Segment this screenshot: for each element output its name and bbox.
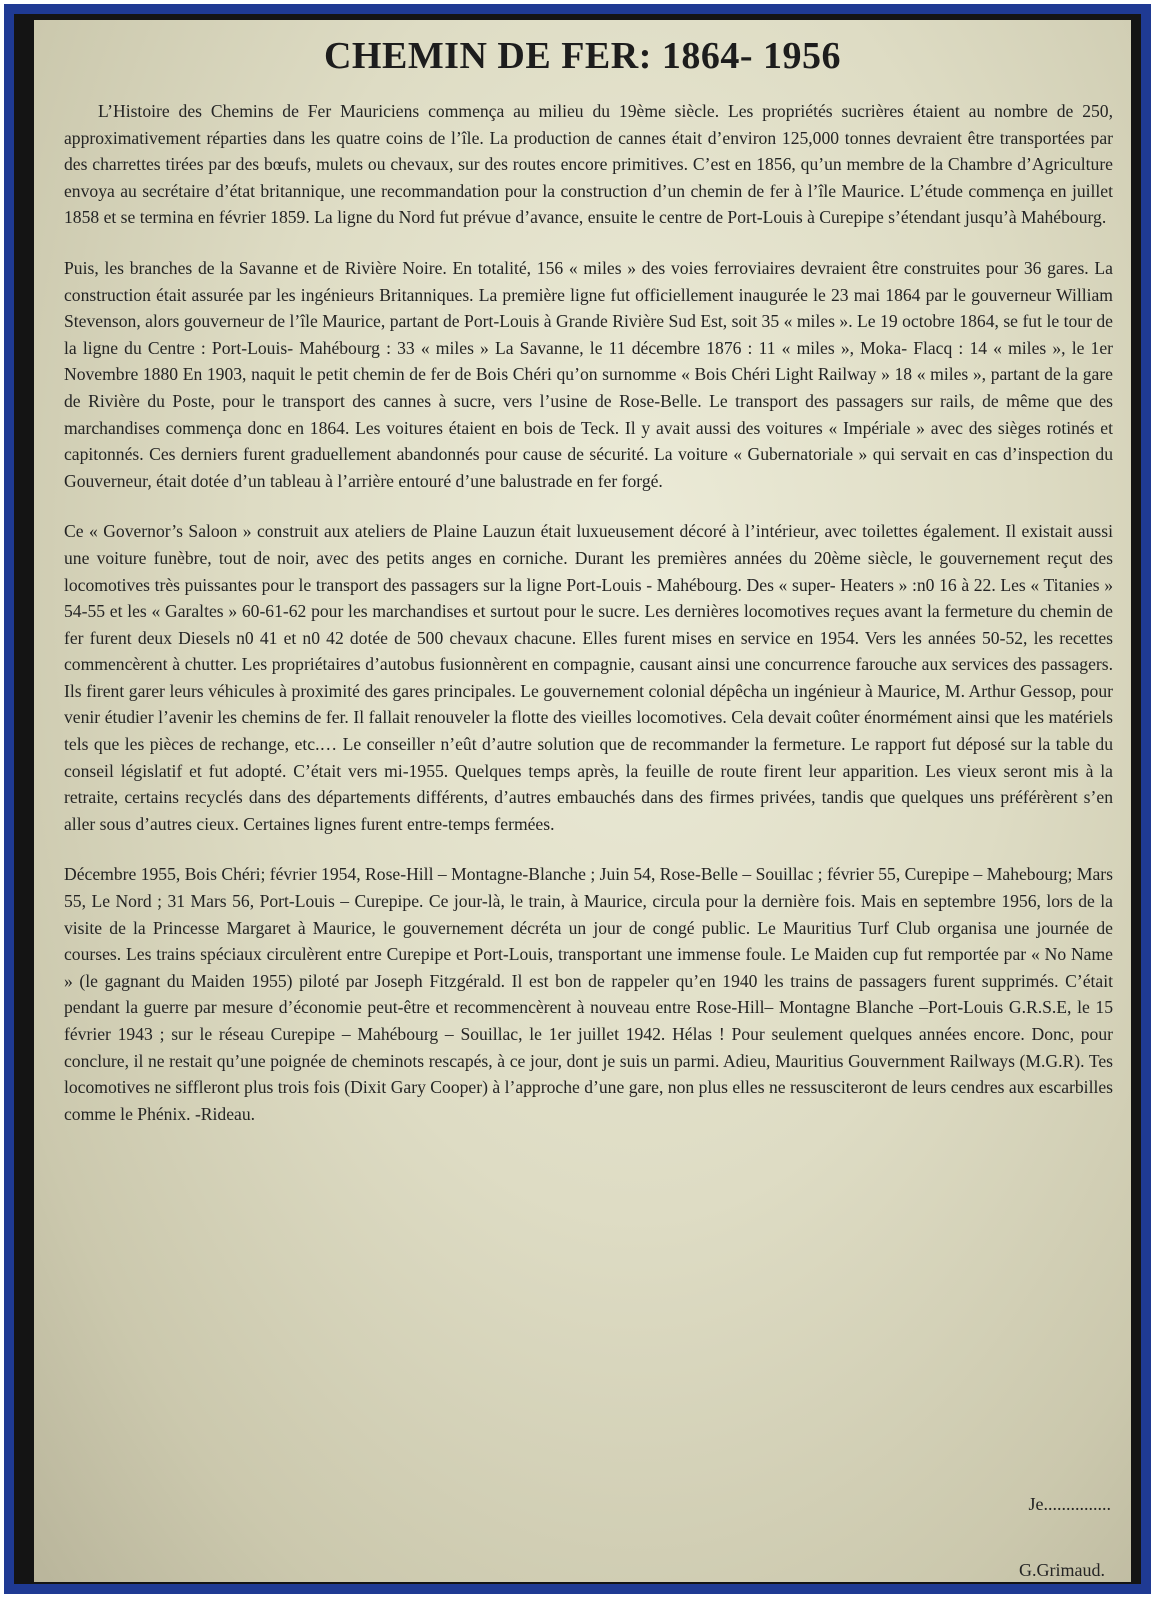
document-title: CHEMIN DE FER: 1864- 1956: [323, 35, 842, 77]
paragraph-3: Ce « Governor’s Saloon » construit aux ateliers de Plaine Lauzun était luxueusement décoré à l’intérieur, avec toilettes également. Il existait aussi une voiture funèbre, tout de noir, avec des petits anges en corniche. Durant les premières années du 20ème siècle, le gouvernement reçut des locomotives très puissantes pour le transport des passagers sur la ligne Port-Louis - Mahébourg. Des « super- Heaters » :n0 16 à 22. Les « Titanies » 54-55 et les « Garaltes » 60-61-62 pour les marchandises et surtout pour le sucre. Les dernières locomotives reçues avant la fermeture du chemin de fer furent deux Diesels n0 41 et n0 42 dotée de 500 chevaux chacune. Elles furent mises en service en 1954. Vers les années 50-52, les recettes commencèrent à chutter. Les propriétaires d’autobus fusionnèrent en compagnie, causant ainsi une concurrence farouche aux services des passagers. Ils firent garer leurs véhicules à proximité des gares principales. Le gouvernement colonial dépêcha un ingénieur à Maurice, M. Arthur Gessop, pour venir étudier l’avenir les chemins de fer. Il fallait renouveler la flotte des vieilles locomotives. Cela devait coûter énormément ainsi que les matériels tels que les pièces de rechange, etc.… Le conseiller n’eût d’autre solution que de recommander la fermeture. Le rapport fut déposé sur la table du conseil législatif et fut adopté. C’était vers mi-1955. Quelques temps après, la feuille de route firent leur apparition. Les vieux seront mis à la retraite, certains recyclés dans des départements différents, d’autres embauchés dans des firmes privées, tandis que quelques uns préférèrent s’en aller sous d’autres cieux. Certaines lignes furent entre-temps fermées.: [64, 521, 1113, 834]
paragraph-4: Décembre 1955, Bois Chéri; février 1954, Rose-Hill – Montagne-Blanche ; Juin 54, Rose-Belle – Souillac ; février 55, Curepipe – Mahebourg; Mars 55, Le Nord ; 31 Mars 56, Port-Louis – Curepipe. Ce jour-là, le train, à Maurice, circula pour la dernière fois. Mais en septembre 1956, lors de la visite de la Princesse Margaret à Maurice, le gouvernement décréta un jour de congé public. Le Mauritius Turf Club organisa une journée de courses. Les trains spéciaux circulèrent entre Curepipe et Port-Louis, transportant une immense foule. Le Maiden cup fut remportée par « No Name » (le gagnant du Maiden 1955) piloté par Joseph Fitzgérald. Il est bon de rappeler qu’en 1940 les trains de passagers furent supprimés. C’était pendant la guerre par mesure d’économie peut-être et recommencèrent à nouveau entre Rose-Hill– Montagne Blanche –Port-Louis G.R.S.E, le 15 février 1943 ; sur le réseau Curepipe – Mahébourg – Souillac, le 1er juillet 1942. Hélas ! Pour seulement quelques années encore. Donc, pour conclure, il ne restait qu’une poignée de cheminots rescapés, à ce jour, dont je suis un parmi. Adieu, Mauritius Gouvernment Railways (M.G.R). Tes locomotives ne siffleront plus trois fois (Dixit Gary Cooper) à l’approche d’une gare, non plus elles ne ressusciteront de leurs cendres aux escarbilles comme le Phénix. -Rideau.: [64, 864, 1113, 1124]
document-body: [64, 98, 1113, 1151]
author-signature: G.Grimaud.: [1019, 1560, 1105, 1580]
paragraph-2: Puis, les branches de la Savanne et de Rivière Noire. En totalité, 156 « miles » des voies ferroviaires devraient être construites pour 36 gares. La construction était assurée par les ingénieurs Britanniques. La première ligne fut officiellement inaugurée le 23 mai 1864 par le gouverneur William Stevenson, alors gouverneur de l’île Maurice, partant de Port-Louis à Grande Rivière Sud Est, soit 35 « miles ». Le 19 octobre 1864, se fut le tour de la ligne du Centre : Port-Louis- Mahébourg : 33 « miles » La Savanne, le 11 décembre 1876 : 11 « miles », Moka- Flacq : 14 « miles », le 1er Novembre 1880 En 1903, naquit le petit chemin de fer de Bois Chéri qu’on surnomme « Bois Chéri Light Railway » 18 « miles », partant de la gare de Rivière du Poste, pour le transport des cannes à sucre, vers l’usine de Rose-Belle. Le transport des passagers sur rails, de même que des marchandises commença donc en 1864. Les voitures étaient en bois de Teck. Il y avait aussi des voitures « Impériale » avec des sièges rotinés et capitonnés. Ces derniers furent graduellement abandonnés pour cause de sécurité. La voiture « Gubernatoriale » qui servait en cas d’inspection du Gouverneur, était dotée d’un tableau à l’arrière entouré d’une balustrade en fer forgé.: [64, 257, 1113, 491]
sign-line: Je...............: [1028, 1494, 1111, 1514]
photo-backdrop: [14, 14, 1141, 1584]
paragraph-1: L’Histoire des Chemins de Fer Mauriciens commença au milieu du 19ème siècle. Les propriétés sucrières étaient au nombre de 250, approximativement réparties dans les quatre coins de l’île. La production de cannes était d’environ 125,000 tonnes devraient être transportées par des charrettes tirées par des bœufs, mulets ou chevaux, sur des routes encore primitives. C’est en 1856, qu’un membre de la Chambre d’Agriculture envoya au secrétaire d’état britannique, une recommandation pour la construction d’un chemin de fer à l’île Maurice. L’étude commença en juillet 1858 et se termina en février 1859. La ligne du Nord fut prévue d’avance, ensuite le centre de Port-Louis à Curepipe s’étendant jusqu’à Mahébourg.: [64, 101, 1113, 228]
photo-frame: [4, 4, 1151, 1594]
printed-sheet: [34, 20, 1131, 1582]
